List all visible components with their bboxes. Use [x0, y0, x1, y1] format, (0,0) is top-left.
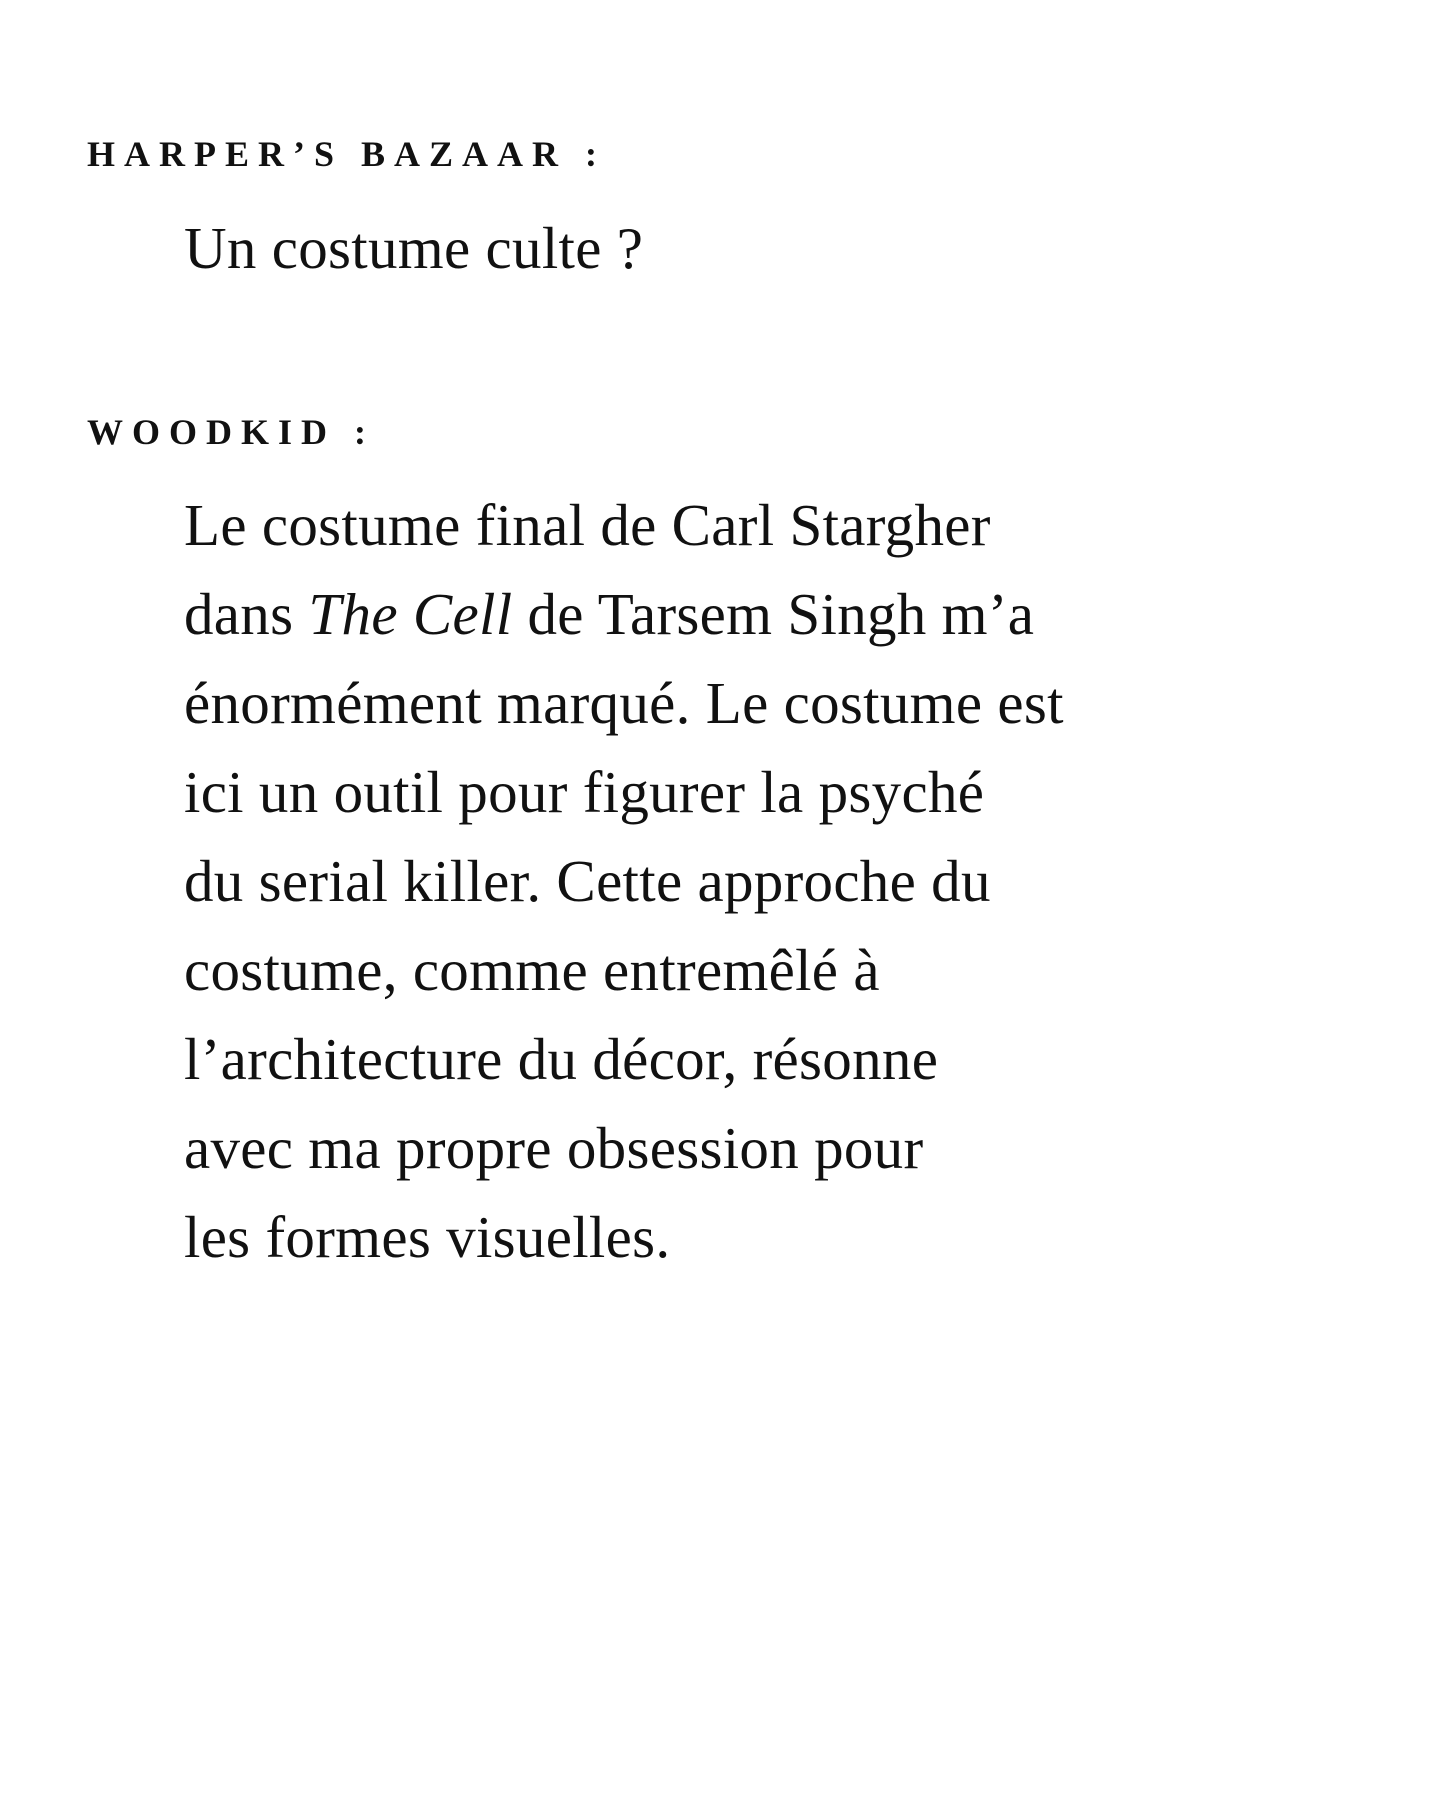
- answer-line: [184, 570, 1064, 659]
- answer-text: [184, 481, 1064, 1282]
- speaker-label-woodkid: WOODKID :: [87, 412, 375, 452]
- speaker-label-harpers-bazaar: HARPER’S BAZAAR :: [87, 134, 607, 174]
- answer-line: les formes visuelles.: [184, 1204, 671, 1270]
- answer-line: ici un outil pour figurer la psyché: [184, 759, 985, 825]
- answer-fragment: dans: [184, 581, 294, 647]
- answer-line: énormément marqué. Le costume est: [184, 670, 1064, 736]
- film-title: The Cell: [308, 581, 513, 647]
- answer-line: du serial killer. Cette approche du: [184, 848, 991, 914]
- answer-line: costume, comme entremêlé à: [184, 937, 880, 1003]
- answer-line: l’architecture du décor, résonne: [184, 1026, 939, 1092]
- answer-fragment: de Tarsem Singh m’a: [527, 581, 1035, 647]
- answer-line: Le costume final de Carl Stargher: [184, 492, 991, 558]
- answer-line: avec ma propre obsession pour: [184, 1115, 924, 1181]
- question-text: Un costume culte ?: [184, 215, 644, 281]
